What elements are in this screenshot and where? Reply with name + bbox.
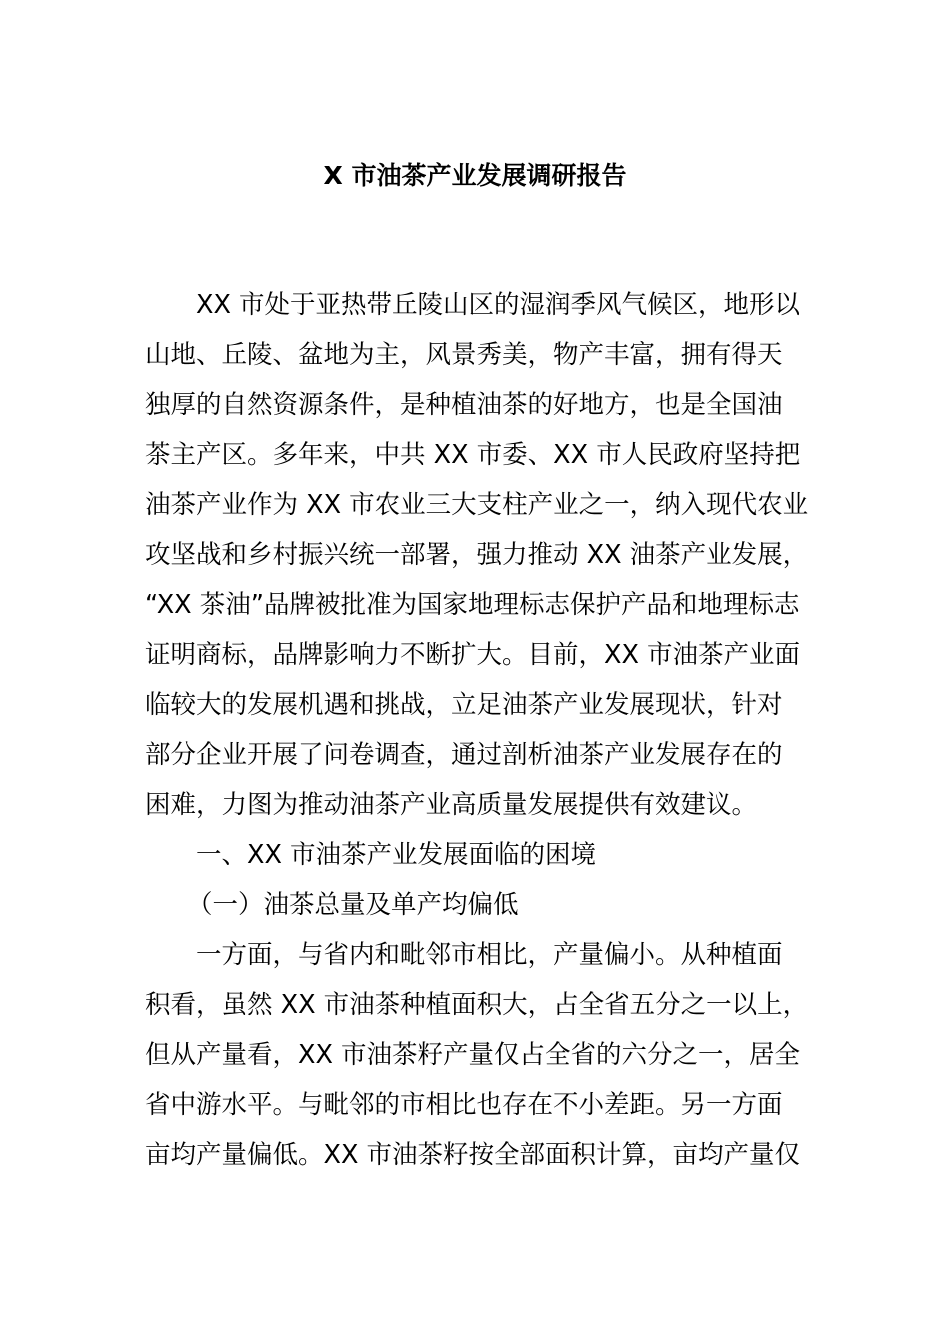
paragraph-line: 亩均产量偏低。XX 市油茶籽按全部面积计算，亩均产量仅	[145, 1140, 801, 1170]
paragraph-line: 困难，力图为推动油茶产业高质量发展提供有效建议。	[145, 790, 758, 820]
paragraph-line: “XX 茶油”品牌被批准为国家地理标志保护产品和地理标志	[145, 590, 800, 620]
paragraph-line: 省中游水平。与毗邻的市相比也存在不小差距。另一方面	[145, 1090, 783, 1120]
paragraph-line: 但从产量看，XX 市油茶籽产量仅占全省的六分之一，居全	[145, 1040, 801, 1070]
paragraph-line: 证明商标，品牌影响力不断扩大。目前，XX 市油茶产业面	[145, 640, 801, 670]
paragraph-line: 山地、丘陵、盆地为主，风景秀美，物产丰富，拥有得天	[145, 340, 783, 370]
document-title: X 市油茶产业发展调研报告	[323, 161, 627, 190]
subsection-heading: （一）油茶总量及单产均偏低	[187, 890, 519, 920]
paragraph-line: 攻坚战和乡村振兴统一部署，强力推动 XX 油茶产业发展，	[145, 540, 809, 570]
paragraph-line: 部分企业开展了问卷调查，通过剖析油茶产业发展存在的	[145, 740, 783, 770]
paragraph-line: 独厚的自然资源条件，是种植油茶的好地方，也是全国油	[145, 390, 783, 420]
section-heading: 一、XX 市油茶产业发展面临的困境	[196, 840, 597, 870]
intro-paragraph	[145, 280, 809, 1180]
paragraph-line: 积看，虽然 XX 市油茶种植面积大，占全省五分之一以上，	[145, 990, 809, 1020]
paragraph-line: XX 市处于亚热带丘陵山区的湿润季风气候区，地形以	[196, 290, 801, 320]
paragraph-line: 一方面，与省内和毗邻市相比，产量偏小。从种植面	[196, 940, 783, 970]
paragraph-line: 茶主产区。多年来，中共 XX 市委、XX 市人民政府坚持把	[145, 440, 801, 470]
paragraph-line: 油茶产业作为 XX 市农业三大支柱产业之一，纳入现代农业	[145, 490, 809, 520]
paragraph-line: 临较大的发展机遇和挑战，立足油茶产业发展现状，针对	[145, 690, 783, 720]
